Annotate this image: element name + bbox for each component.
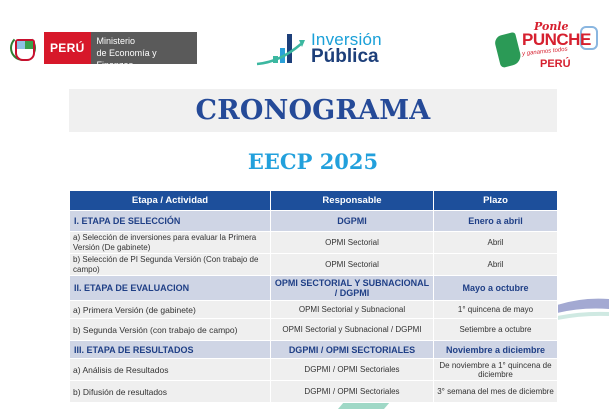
mef-logo	[10, 32, 197, 70]
cell-responsable: DGPMI	[271, 211, 434, 232]
cell-responsable: DGPMI / OPMI Sectoriales	[271, 381, 434, 403]
table-row	[70, 301, 558, 319]
cell-actividad: b) Segunda Versión (con trabajo de campo)	[70, 319, 271, 341]
decorative-swoosh-bottom	[330, 402, 390, 409]
cell-plazo: Enero a abril	[434, 211, 558, 232]
column-header-actividad: Etapa / Actividad	[70, 191, 271, 211]
cell-plazo: 1° quincena de mayo	[434, 301, 558, 319]
cell-responsable: DGPMI / OPMI SECTORIALES	[271, 341, 434, 359]
cell-responsable: OPMI SECTORIAL Y SUBNACIONAL / DGPMI	[271, 276, 434, 301]
title-band	[69, 89, 557, 132]
cell-plazo: Setiembre a octubre	[434, 319, 558, 341]
column-header-responsable: Responsable	[271, 191, 434, 211]
page-title: CRONOGRAMA	[195, 95, 431, 126]
decorative-swoosh	[557, 295, 609, 335]
cell-actividad: I. ETAPA DE SELECCIÓN	[70, 211, 271, 232]
cell-responsable: OPMI Sectorial	[271, 254, 434, 276]
cell-responsable: OPMI Sectorial y Subnacional / DGPMI	[271, 319, 434, 341]
cell-plazo: 3° semana del mes de diciembre	[434, 381, 558, 403]
table-row	[70, 359, 558, 381]
cell-actividad: II. ETAPA DE EVALUACION	[70, 276, 271, 301]
mef-logo-country: PERÚ	[44, 32, 91, 64]
cell-plazo: Noviembre a diciembre	[434, 341, 558, 359]
mef-logo-ministry	[91, 32, 197, 70]
inversion-publica-logo	[255, 28, 395, 68]
table-row-stage	[70, 276, 558, 301]
pp-logo-line2: PUNCHE	[522, 30, 591, 49]
table-header-row	[70, 191, 558, 211]
table-row	[70, 319, 558, 341]
ip-logo-line2: Pública	[311, 46, 379, 67]
table-row-stage	[70, 341, 558, 359]
cell-plazo: Abril	[434, 254, 558, 276]
cell-actividad: b) Selección de PI Segunda Versión (Con trabajo de campo)	[70, 254, 271, 276]
schedule-table	[69, 190, 558, 403]
cell-actividad: a) Primera Versión (de gabinete)	[70, 301, 271, 319]
mef-logo-line2: de Economía y Finanzas	[96, 48, 157, 70]
mef-logo-line1: Ministerio	[96, 36, 136, 46]
table-row	[70, 254, 558, 276]
cell-actividad: b) Difusión de resultados	[70, 381, 271, 403]
ip-logo-line1: Inversión	[311, 30, 382, 49]
cell-actividad: a) Análisis de Resultados	[70, 359, 271, 381]
growth-chart-icon	[255, 28, 305, 68]
cell-plazo: Abril	[434, 232, 558, 254]
ponle-punche-logo	[492, 18, 602, 80]
cell-plazo: De noviembre a 1° quincena de diciembre	[434, 359, 558, 381]
cell-actividad: III. ETAPA DE RESULTADOS	[70, 341, 271, 359]
peru-map-icon	[493, 32, 522, 68]
cell-responsable: DGPMI / OPMI Sectoriales	[271, 359, 434, 381]
table-row-stage	[70, 211, 558, 232]
pp-logo-line1: Ponle	[534, 20, 569, 33]
cell-responsable: OPMI Sectorial	[271, 232, 434, 254]
column-header-plazo: Plazo	[434, 191, 558, 211]
cell-responsable: OPMI Sectorial y Subnacional	[271, 301, 434, 319]
page-subtitle: EECP 2025	[247, 149, 379, 174]
coat-of-arms-icon	[10, 33, 36, 63]
table-row	[70, 232, 558, 254]
table-row	[70, 381, 558, 403]
pp-logo-line3: y ganamos todos	[521, 46, 568, 58]
cell-plazo: Mayo a octubre	[434, 276, 558, 301]
pp-logo-line4: PERÚ	[540, 58, 571, 70]
cell-actividad: a) Selección de inversiones para evaluar la Primera Versión (De gabinete)	[70, 232, 271, 254]
